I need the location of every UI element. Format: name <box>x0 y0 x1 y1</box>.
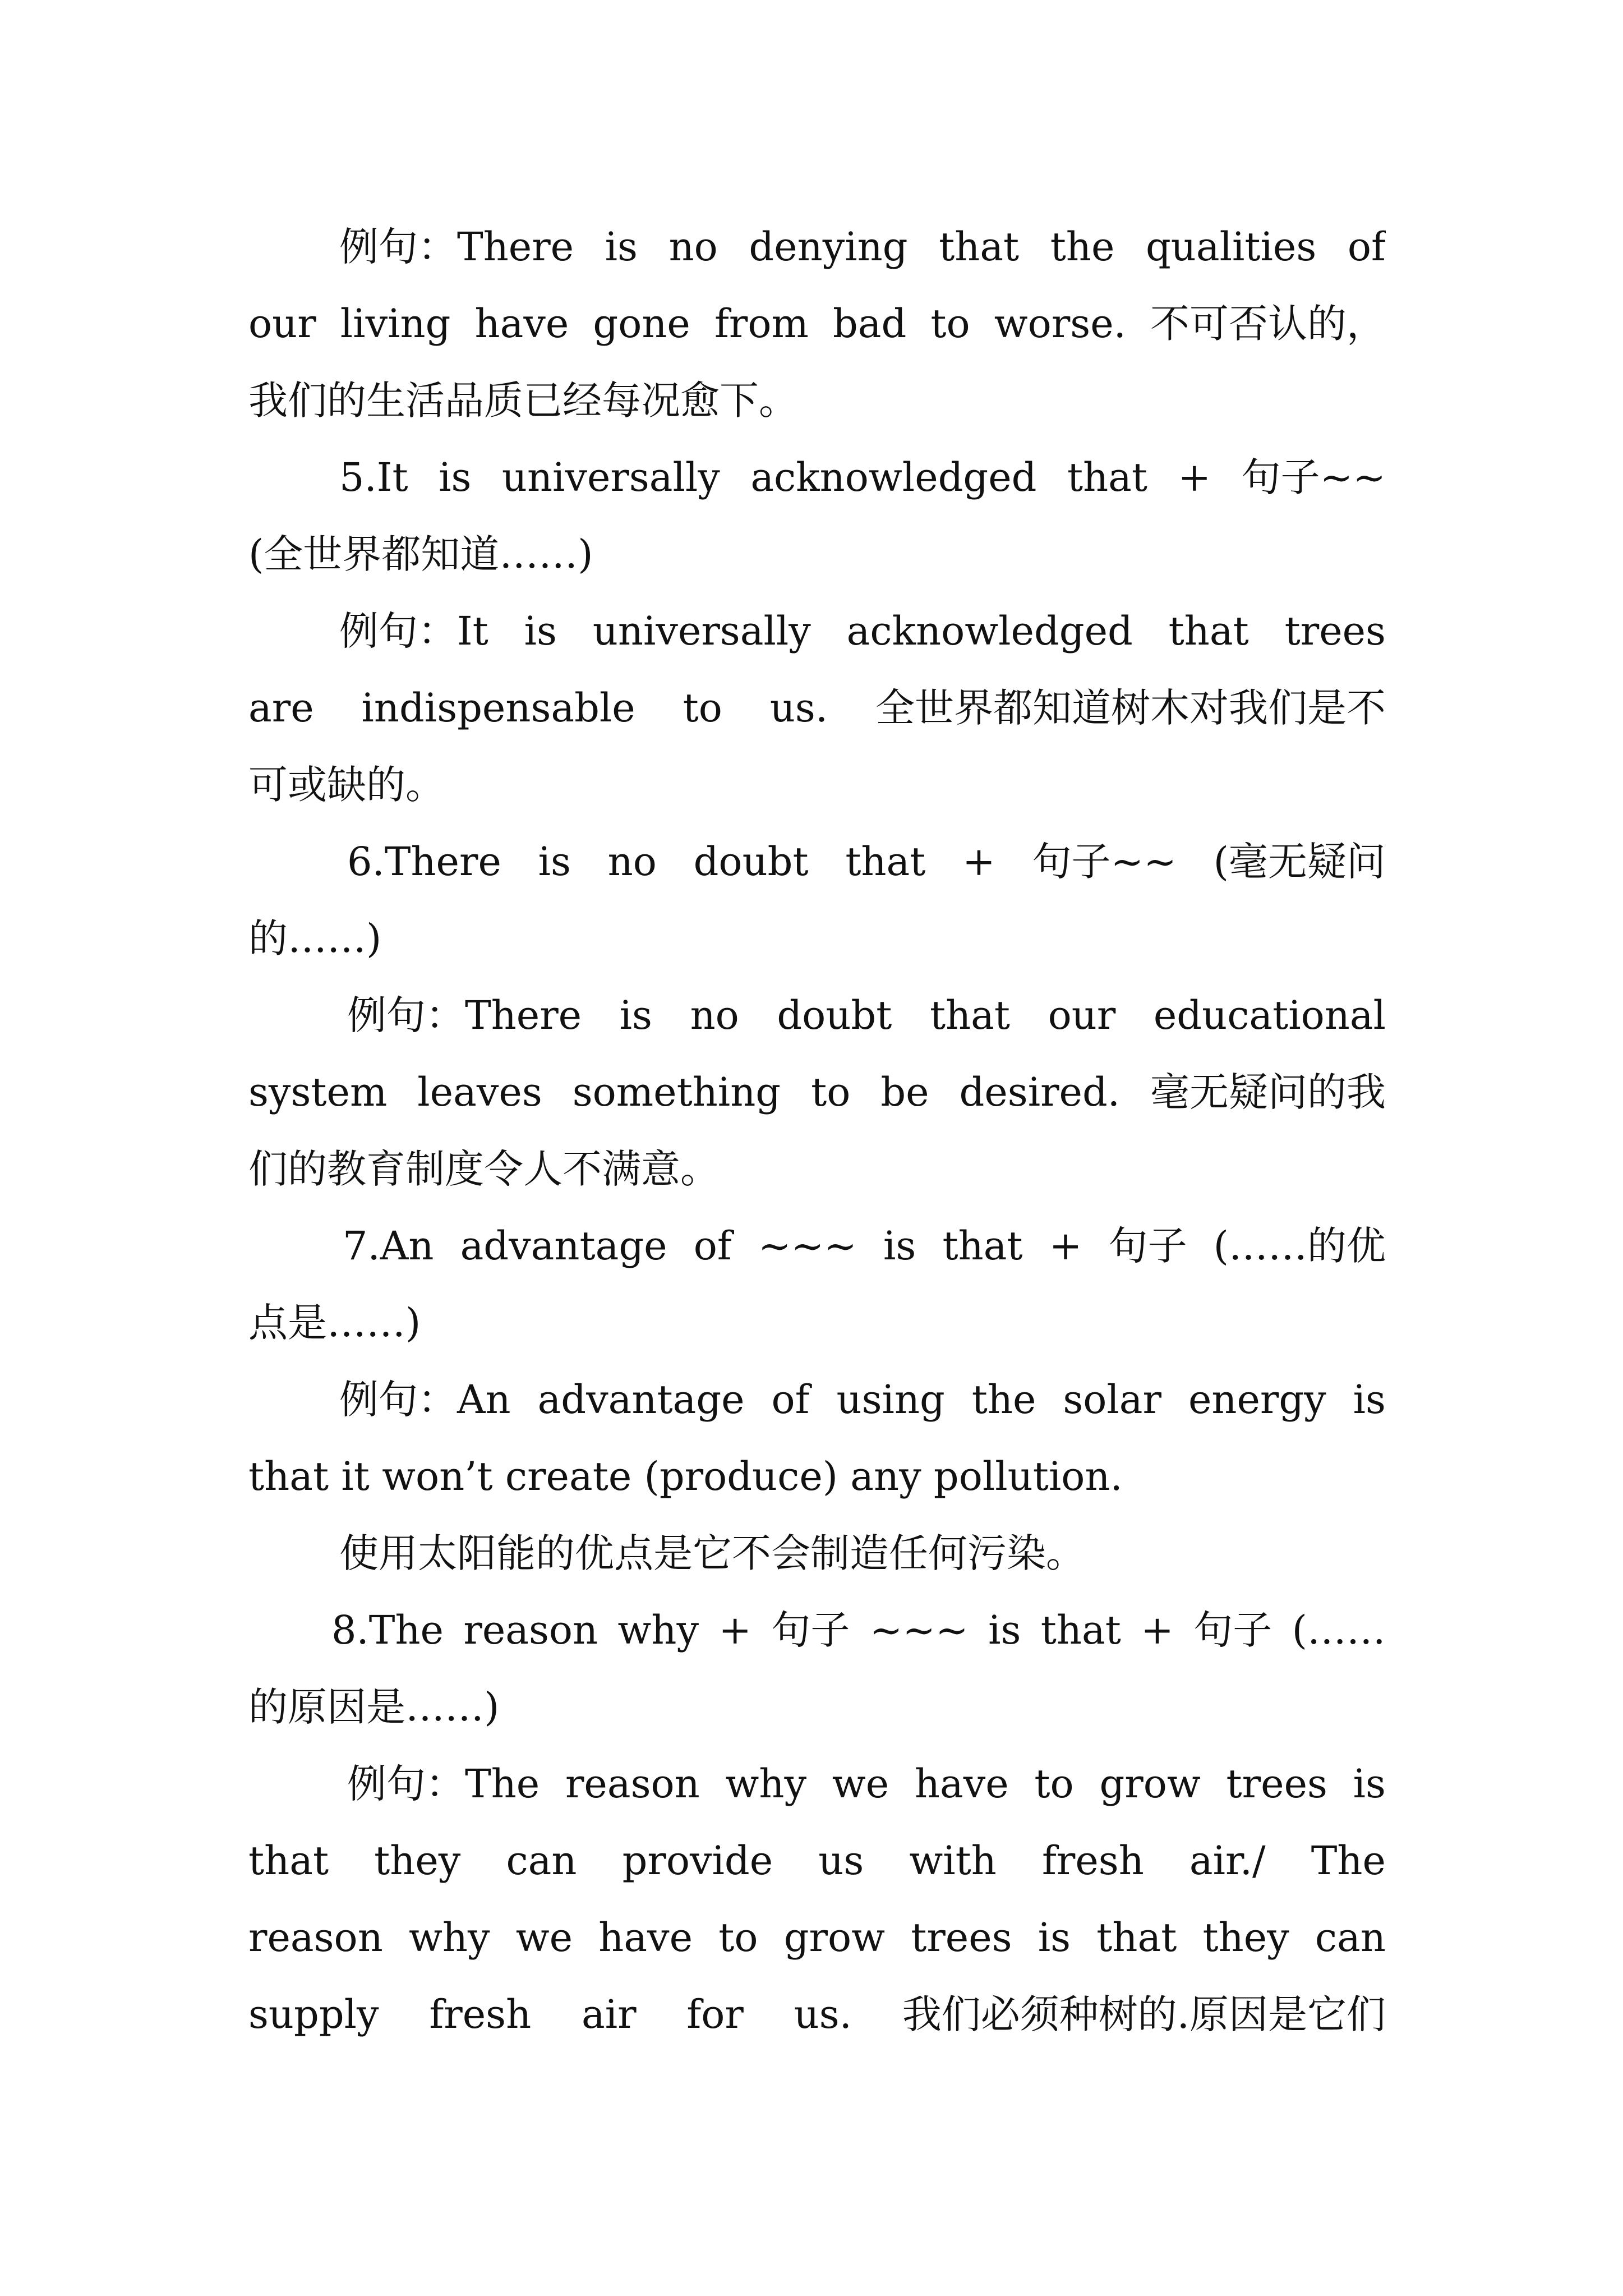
word: is <box>439 454 472 500</box>
word: can <box>506 1838 577 1884</box>
word: us. <box>794 1991 852 2037</box>
word: to <box>718 1915 758 1961</box>
word: that <box>1067 454 1148 500</box>
word: (…… <box>1292 1607 1386 1653</box>
word: solar <box>1063 1377 1161 1423</box>
word: is <box>538 839 571 885</box>
text-line: 的原因是……) <box>248 1684 500 1730</box>
text-line <box>248 1746 1386 1823</box>
word: something <box>572 1069 781 1115</box>
word: ~~~ <box>758 1223 857 1269</box>
word: 我们必须种树的.原因是它们 <box>902 1991 1386 2037</box>
word: that <box>248 1838 329 1884</box>
word: us. <box>769 685 828 731</box>
word: why <box>617 1607 699 1653</box>
word: + <box>1049 1223 1082 1269</box>
text-line: 可或缺的。 <box>248 762 445 808</box>
word: advantage <box>460 1223 667 1269</box>
text-line <box>248 1361 1386 1438</box>
word: can <box>1315 1915 1386 1961</box>
text-line <box>248 670 1386 747</box>
word: why <box>725 1761 807 1807</box>
word: bad <box>832 301 907 347</box>
word: 例句：The <box>347 1761 540 1807</box>
text-line: 点是……) <box>248 1300 421 1346</box>
text-line <box>248 1976 1386 2053</box>
text-line <box>248 1208 1386 1285</box>
word: with <box>909 1838 997 1884</box>
word: 句子 <box>1108 1223 1187 1269</box>
word: is <box>1038 1915 1071 1961</box>
word: 7.An <box>343 1223 434 1269</box>
word: 全世界都知道树木对我们是不 <box>875 685 1386 731</box>
text-line: 我们的生活品质已经每况愈下。 <box>248 378 798 424</box>
word: 8.The <box>331 1607 444 1653</box>
word: that <box>939 224 1020 270</box>
word: that <box>929 992 1011 1038</box>
word: they <box>374 1838 461 1884</box>
word: 例句：There <box>339 224 574 270</box>
word: is <box>605 224 638 270</box>
text-line <box>248 977 1386 1054</box>
word: 例句：It <box>339 608 488 654</box>
word: grow <box>1099 1761 1201 1807</box>
word: to <box>1034 1761 1074 1807</box>
word: The <box>1311 1838 1386 1884</box>
word: from <box>714 301 809 347</box>
word: is <box>883 1223 916 1269</box>
word: that <box>845 839 926 885</box>
word: be <box>880 1069 929 1115</box>
word: have <box>914 1761 1009 1807</box>
word: fresh <box>429 1991 532 2037</box>
word: 6.There <box>347 839 501 885</box>
word: desired. <box>959 1069 1121 1115</box>
text-line <box>248 1899 1386 1976</box>
word: are <box>248 685 314 731</box>
word: 5.It <box>339 454 408 500</box>
word: acknowledged <box>750 454 1037 500</box>
word: they <box>1202 1915 1289 1961</box>
text-line <box>248 1054 1386 1131</box>
word: of <box>1347 224 1386 270</box>
word: have <box>474 301 569 347</box>
word: the <box>1050 224 1115 270</box>
text-line: 使用太阳能的优点是它不会制造任何污染。 <box>339 1530 1085 1576</box>
word: 句子~~ <box>1241 454 1386 500</box>
word: + <box>1141 1607 1174 1653</box>
word: supply <box>248 1991 379 2037</box>
word: educational <box>1153 992 1386 1038</box>
text-line <box>248 209 1386 286</box>
word: provide <box>622 1838 773 1884</box>
word: us <box>818 1838 864 1884</box>
word: we <box>832 1761 889 1807</box>
word: we <box>515 1915 573 1961</box>
word: doubt <box>693 839 809 885</box>
word: + <box>1178 454 1211 500</box>
word: is <box>1353 1761 1386 1807</box>
word: 句子 <box>1193 1607 1272 1653</box>
word: is <box>988 1607 1021 1653</box>
word: grow <box>783 1915 886 1961</box>
word: + <box>962 839 995 885</box>
text-line: that it won’t create (produce) any pollution. <box>248 1453 1123 1499</box>
word: the <box>971 1377 1036 1423</box>
text-line <box>248 1823 1386 1899</box>
word: (……的优 <box>1213 1223 1386 1269</box>
word: denying <box>749 224 908 270</box>
word: air <box>581 1991 637 2037</box>
word: for <box>686 1991 744 2037</box>
document-body <box>248 209 1386 2053</box>
text-line <box>248 286 1386 362</box>
text-line: (全世界都知道……) <box>248 531 593 577</box>
word: our <box>1048 992 1116 1038</box>
word: fresh <box>1042 1838 1144 1884</box>
word: is <box>619 992 652 1038</box>
word: + <box>718 1607 752 1653</box>
word: leaves <box>417 1069 542 1115</box>
word: ~~~ <box>869 1607 969 1653</box>
text-line: 的……) <box>248 915 382 961</box>
word: 例句：There <box>347 992 582 1038</box>
text-line <box>248 823 1386 900</box>
word: advantage <box>537 1377 745 1423</box>
word: (毫无疑问 <box>1213 839 1386 885</box>
word: why <box>408 1915 490 1961</box>
word: universally <box>501 454 720 500</box>
word: no <box>690 992 739 1038</box>
word: 不可否认的， <box>1150 301 1386 347</box>
word: that <box>1040 1607 1121 1653</box>
word: no <box>607 839 657 885</box>
word: 句子~~ <box>1032 839 1177 885</box>
text-line <box>248 439 1386 516</box>
word: that <box>1096 1915 1177 1961</box>
word: 句子 <box>771 1607 850 1653</box>
word: doubt <box>777 992 892 1038</box>
text-line: 们的教育制度令人不满意。 <box>248 1146 720 1192</box>
word: reason <box>248 1915 383 1961</box>
word: trees <box>1226 1761 1327 1807</box>
word: of <box>771 1377 810 1423</box>
word: have <box>598 1915 693 1961</box>
text-line <box>248 1592 1386 1669</box>
word: using <box>836 1377 945 1423</box>
word: 毫无疑问的我 <box>1150 1069 1386 1115</box>
word: that <box>1168 608 1249 654</box>
word: to <box>930 301 970 347</box>
word: trees <box>911 1915 1012 1961</box>
word: to <box>811 1069 851 1115</box>
word: gone <box>593 301 690 347</box>
word: is <box>524 608 557 654</box>
word: no <box>668 224 718 270</box>
word: reason <box>565 1761 700 1807</box>
word: worse. <box>994 301 1126 347</box>
word: of <box>693 1223 732 1269</box>
word: our <box>248 301 316 347</box>
word: system <box>248 1069 388 1115</box>
word: to <box>683 685 722 731</box>
word: reason <box>463 1607 598 1653</box>
word: is <box>1353 1377 1386 1423</box>
word: trees <box>1284 608 1386 654</box>
text-line <box>248 593 1386 670</box>
word: acknowledged <box>846 608 1133 654</box>
word: air./ <box>1189 1838 1266 1884</box>
word: qualities <box>1145 224 1317 270</box>
word: indispensable <box>361 685 635 731</box>
word: that <box>942 1223 1023 1269</box>
word: 例句：An <box>339 1377 511 1423</box>
word: universally <box>592 608 811 654</box>
word: living <box>340 301 451 347</box>
word: energy <box>1188 1377 1326 1423</box>
